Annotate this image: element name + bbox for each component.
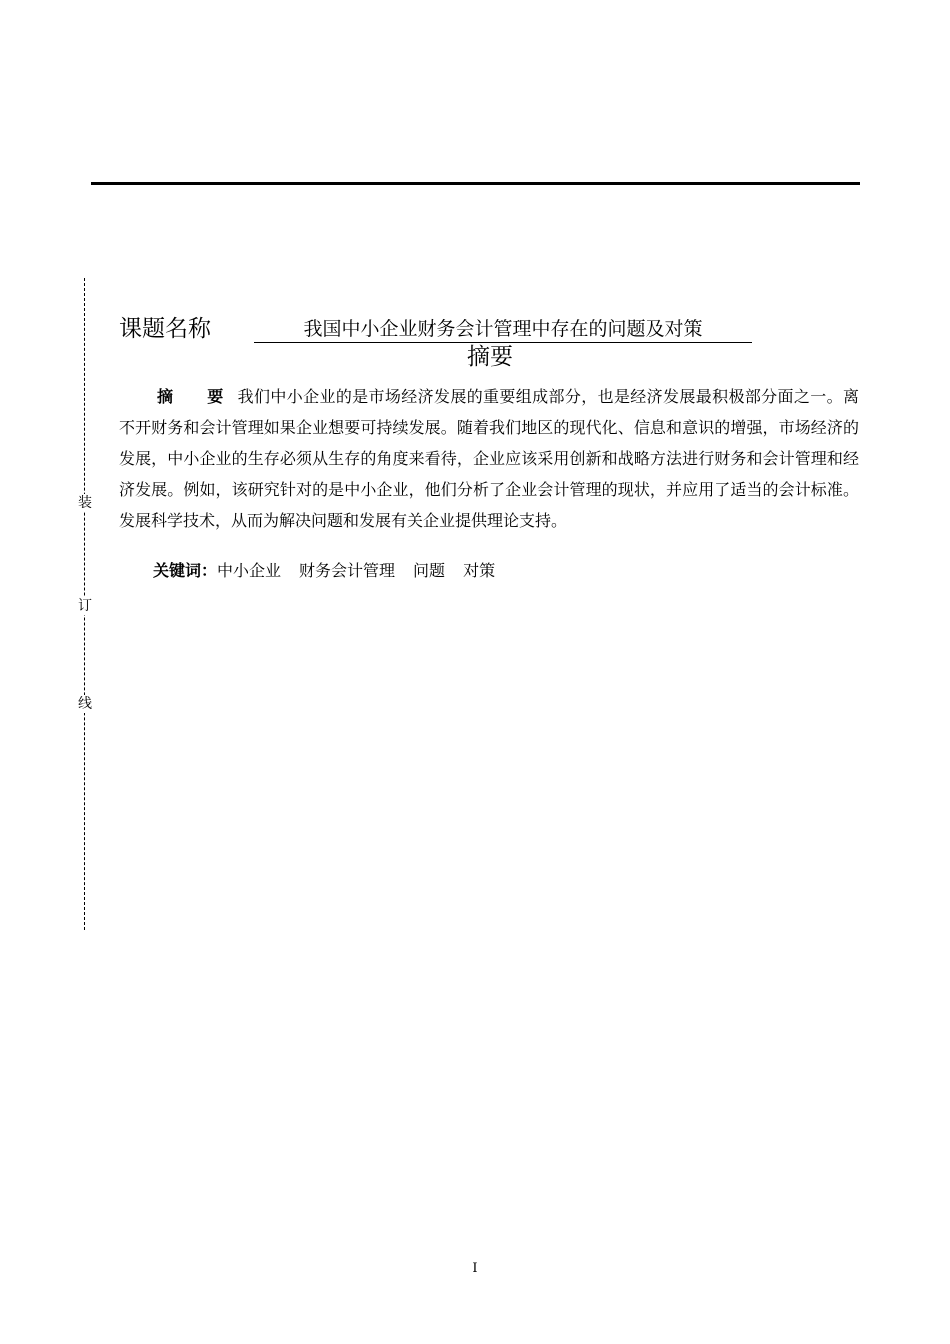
keyword-item: 中小企业 [217,561,282,580]
page-number: I [472,1261,478,1276]
keyword-item: 财务会计管理 [299,561,396,580]
binding-char-xian: 线 [78,696,92,712]
binding-char-ding: 订 [78,598,92,614]
abstract-paragraph [119,381,859,536]
abstract-label: 摘 要 [157,387,238,406]
topic-title-value: 我国中小企业财务会计管理中存在的问题及对策 [254,314,752,343]
abstract-heading: 摘要 [467,344,513,370]
header-rule [91,182,860,185]
keyword-item: 问题 [413,561,446,580]
binding-char-zhuang: 装 [78,495,92,511]
keyword-item: 对策 [463,561,496,580]
topic-title-label: 课题名称 [119,316,211,342]
keywords-line [153,555,513,586]
keywords-label: 关键词： [153,561,218,580]
abstract-text: 我们中小企业的是市场经济发展的重要组成部分，也是经济发展最积极部分面之一。离不开财务和会计管理如果企业想要可持续发展。随着我们地区的现代化、信息和意识的增强，市场经济的发展，中小企业的生存必须从生存的角度来看待，企业应该采用创新和战略方法进行财务和会计管理和经济发展。例如，该研究针对的是中小企业，他们分析了企业会计管理的现状，并应用了适当的会计标准。发展科学技术，从而为解决问题和发展有关企业提供理论支持。 [119,387,859,530]
